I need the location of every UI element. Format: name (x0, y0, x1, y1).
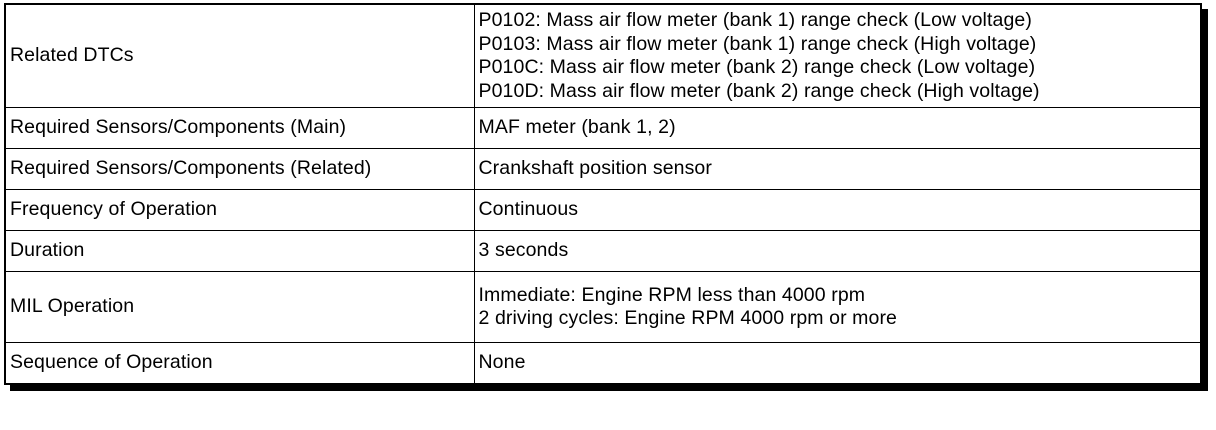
table-row-duration (5, 231, 1201, 272)
dtc-line: P0103: Mass air flow meter (bank 1) range check (High voltage) (478, 32, 1037, 55)
row-label: Duration (5, 231, 474, 272)
monitor-spec-table (4, 3, 1202, 385)
table-row-mil-operation (5, 272, 1201, 343)
row-label: Required Sensors/Components (Main) (5, 108, 474, 149)
table-row-required-main (5, 108, 1201, 149)
row-value: MAF meter (bank 1, 2) (474, 108, 1201, 149)
mil-line: 2 driving cycles: Engine RPM 4000 rpm or more (478, 307, 898, 329)
dtc-line: P0102: Mass air flow meter (bank 1) range check (Low voltage) (478, 9, 1032, 31)
mil-line: Immediate: Engine RPM less than 4000 rpm (478, 283, 866, 306)
row-value: Continuous (474, 190, 1201, 231)
row-label: Required Sensors/Components (Related) (5, 149, 474, 190)
row-value: None (474, 343, 1201, 385)
row-label: MIL Operation (5, 272, 474, 343)
row-value (474, 4, 1201, 108)
dtc-line: P010C: Mass air flow meter (bank 2) range check (Low voltage) (478, 56, 1036, 78)
row-label: Sequence of Operation (5, 343, 474, 385)
row-label: Related DTCs (5, 4, 474, 108)
table-row-required-related (5, 149, 1201, 190)
row-label: Frequency of Operation (5, 190, 474, 231)
dtc-line: P010D: Mass air flow meter (bank 2) range check (High voltage) (478, 79, 1040, 102)
row-value (474, 272, 1201, 343)
row-value: Crankshaft position sensor (474, 149, 1201, 190)
table-row-sequence (5, 343, 1201, 385)
table-row-related-dtcs (5, 4, 1201, 108)
table-row-frequency (5, 190, 1201, 231)
row-value: 3 seconds (474, 231, 1201, 272)
